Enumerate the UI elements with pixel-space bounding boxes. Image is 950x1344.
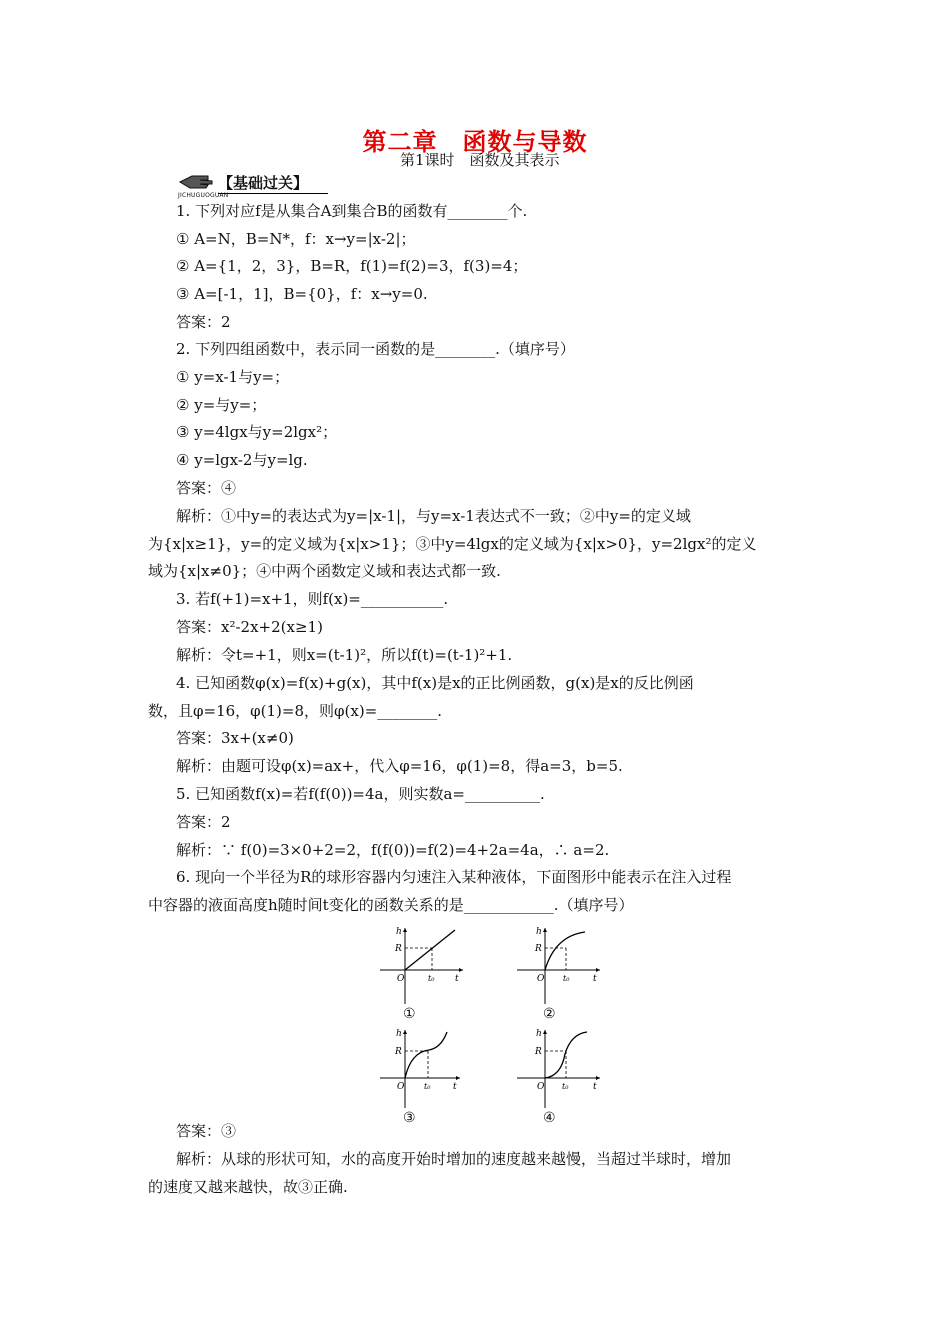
q6-solution-line-1: 解析：从球的形状可知，水的高度开始时增加的速度越来越慢，当超过半球时，增加 xyxy=(176,1150,732,1168)
graph-3-plot xyxy=(375,1026,475,1111)
origin-label: O xyxy=(397,1082,405,1092)
q2-answer: 答案：④ xyxy=(176,479,237,497)
q2-solution-line-3: 域为{x|x≠0}；④中两个函数定义域和表达式都一致. xyxy=(148,562,501,580)
graph-caption: ③ xyxy=(403,1110,416,1126)
section-pinyin: JICHUGUOGUAN xyxy=(178,192,229,199)
q1-option-3: ③ A=[-1，1]，B={0}，f：x→y=0. xyxy=(176,285,428,303)
origin-label: O xyxy=(537,1082,545,1092)
lesson-subtitle: 第1课时 函数及其表示 xyxy=(400,151,560,169)
time-label: t₀ xyxy=(563,974,570,983)
axis-h-label: h xyxy=(396,1029,402,1039)
q2-option-2: ② y=与y=； xyxy=(176,396,267,414)
q6-graph-options xyxy=(375,922,615,1130)
origin-label: O xyxy=(537,974,545,984)
q1-option-1: ① A=N，B=N*，f：x→y=|x-2|； xyxy=(176,230,416,248)
q1-answer: 答案：2 xyxy=(176,313,231,331)
axis-t-label: t xyxy=(453,1082,457,1092)
axis-h-label: h xyxy=(396,927,402,937)
q2-solution-line-1: 解析：①中y=的表达式为y=|x-1|，与y=x-1表达式不一致；②中y=的定义域 xyxy=(176,507,691,525)
axis-t-label: t xyxy=(593,974,597,984)
level-label: R xyxy=(395,944,402,954)
graph-4-plot xyxy=(515,1026,615,1111)
axis-t-label: t xyxy=(455,974,459,984)
pointing-hand-icon xyxy=(178,172,218,192)
axis-h-label: h xyxy=(536,1029,542,1039)
section-badge xyxy=(178,170,338,198)
q6-stem-line-2: 中容器的液面高度h随时间t变化的函数关系的是____________.（填序号） xyxy=(148,896,634,914)
q3-answer: 答案：x²-2x+2(x≥1) xyxy=(176,618,323,636)
graph-option-2 xyxy=(515,922,615,1022)
q5-answer: 答案：2 xyxy=(176,813,231,831)
q2-solution-line-2: 为{x|x≥1}，y=的定义域为{x|x>1}；③中y=4lgx的定义域为{x|x>0}，y=2lgx²的定义 xyxy=(148,535,757,553)
q3-solution: 解析：令t=+1，则x=(t-1)²，所以f(t)=(t-1)²+1. xyxy=(176,646,513,664)
level-label: R xyxy=(535,1047,542,1057)
q2-option-3: ③ y=4lgx与y=2lgx²； xyxy=(176,423,338,441)
q2-stem: 2. 下列四组函数中，表示同一函数的是________.（填序号） xyxy=(176,340,575,358)
graph-caption: ① xyxy=(403,1006,416,1022)
q2-option-4: ④ y=lgx-2与y=lg. xyxy=(176,451,308,469)
axis-t-label: t xyxy=(593,1082,597,1092)
graph-option-3 xyxy=(375,1026,475,1126)
time-label: t₀ xyxy=(562,1082,569,1091)
q5-solution: 解析：∵ f(0)=3×0+2=2，f(f(0))=f(2)=4+2a=4a，∴ a=2. xyxy=(176,841,610,859)
graph-2-plot xyxy=(515,922,615,1007)
q4-answer: 答案：3x+(x≠0) xyxy=(176,729,294,747)
q6-solution-line-2: 的速度又越来越快，故③正确. xyxy=(148,1178,348,1196)
q4-stem-line-2: 数，且φ=16，φ(1)=8，则φ(x)=________. xyxy=(148,702,443,720)
level-label: R xyxy=(395,1047,402,1057)
q6-stem-line-1: 6. 现向一个半径为R的球形容器内匀速注入某种液体，下面图形中能表示在注入过程 xyxy=(176,868,732,886)
q6-answer: 答案：③ xyxy=(176,1122,237,1140)
axis-h-label: h xyxy=(536,927,542,937)
graph-option-4 xyxy=(515,1026,615,1126)
time-label: t₀ xyxy=(424,1082,431,1091)
q1-option-2: ② A={1，2，3}，B=R，f(1)=f(2)=3，f(3)=4； xyxy=(176,257,528,275)
graph-caption: ② xyxy=(543,1006,556,1022)
graph-1-plot xyxy=(375,922,475,1007)
q4-stem-line-1: 4. 已知函数φ(x)=f(x)+g(x)，其中f(x)是x的正比例函数，g(x)是x的反比例函 xyxy=(176,674,694,692)
q5-stem: 5. 已知函数f(x)=若f(f(0))=4a，则实数a=__________. xyxy=(176,785,545,803)
q1-stem: 1. 下列对应f是从集合A到集合B的函数有________个. xyxy=(176,202,528,220)
section-label: 【基础过关】 xyxy=(218,174,309,192)
graph-option-1 xyxy=(375,922,475,1022)
q4-solution: 解析：由题可设φ(x)=ax+，代入φ=16，φ(1)=8，得a=3，b=5. xyxy=(176,757,623,775)
origin-label: O xyxy=(397,974,405,984)
chapter-title: 第二章 函数与导数 xyxy=(362,127,588,156)
graph-caption: ④ xyxy=(543,1110,556,1126)
badge-underline xyxy=(218,193,328,194)
level-label: R xyxy=(535,944,542,954)
q3-stem: 3. 若f(+1)=x+1，则f(x)=___________. xyxy=(176,590,449,608)
time-label: t₀ xyxy=(428,974,435,983)
q2-option-1: ① y=x-1与y=； xyxy=(176,368,290,386)
